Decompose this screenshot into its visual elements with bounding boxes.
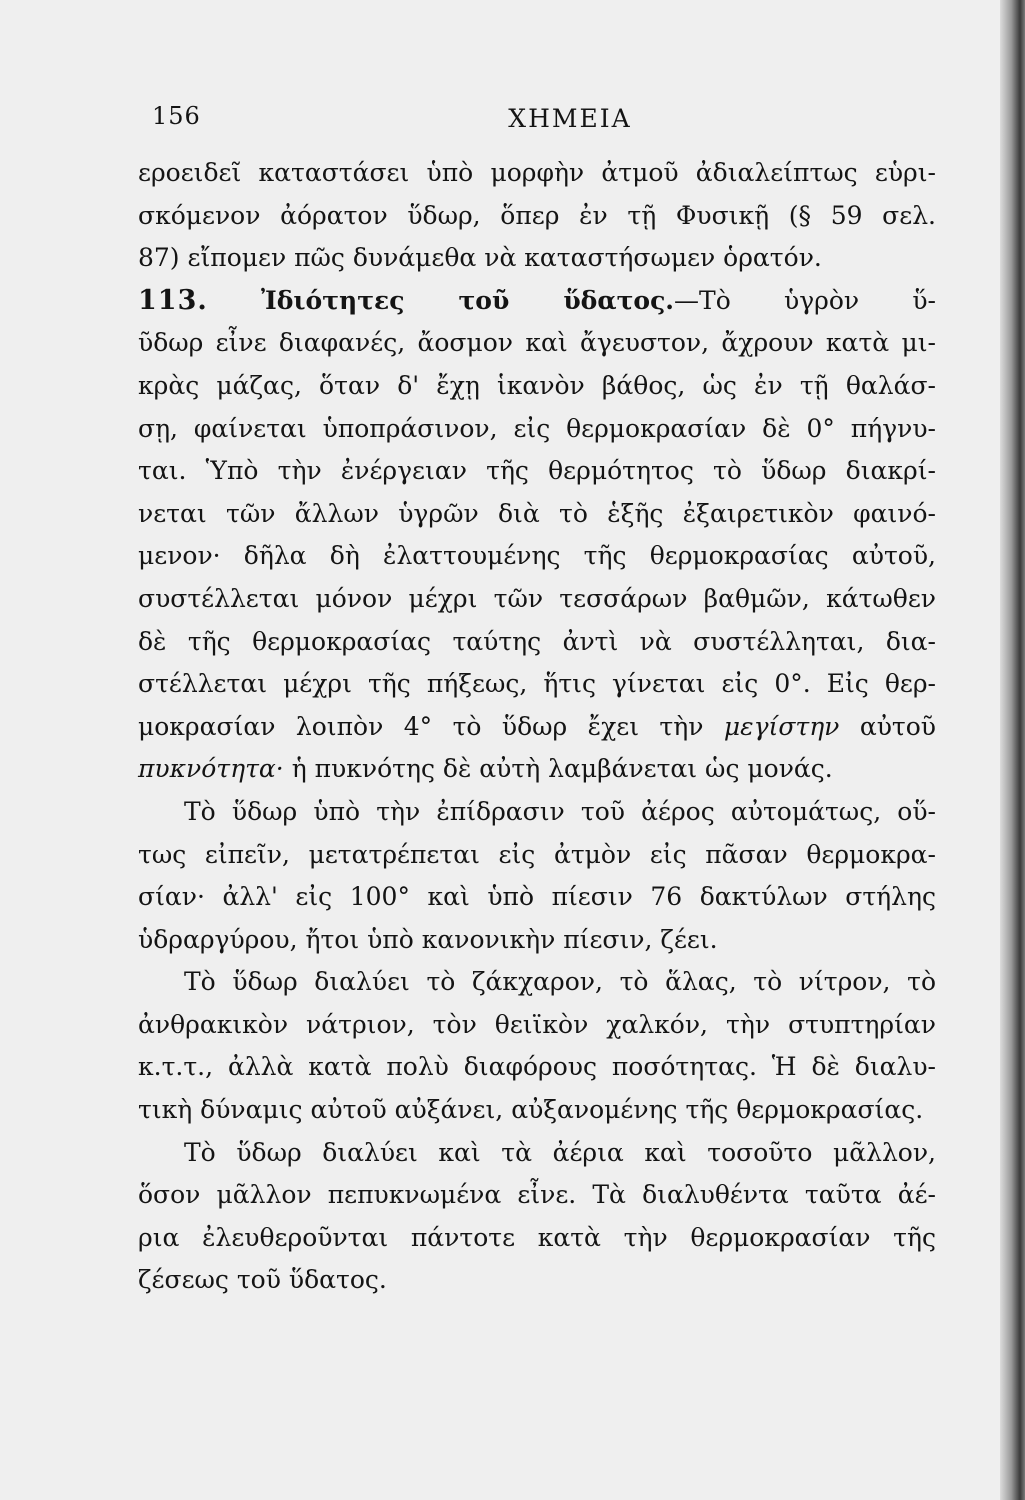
paragraph-start: Τὸ ὕδωρ διαλύει καὶ τὰ ἀέρια καὶ τοσοῦτο μᾶλλον, (184, 1137, 936, 1167)
text-line (138, 706, 936, 749)
paragraph-start: Τὸ ὕδωρ ὑπὸ τὴν ἐπίδρασιν τοῦ ἀέρος αὐτομάτως, οὕ- (184, 796, 936, 826)
book-edge-shadow (1000, 0, 1025, 1500)
section-heading-line (138, 280, 936, 323)
text-line: κρὰς μάζας, ὅταν δ' ἔχῃ ἱκανὸν βάθος, ὡς ἐν τῇ θαλάσ- (138, 370, 936, 400)
text-line: εροειδεῖ καταστάσει ὑπὸ μορφὴν ἀτμοῦ ἀδιαλείπτως εὑρι- (138, 158, 936, 187)
page-header (150, 102, 940, 142)
text-line: ἀνθρακικὸν νάτριον, τὸν θειϊκὸν χαλκόν, τὴν στυπτηρίαν (138, 1009, 936, 1039)
text-line: μενον· δῆλα δὴ ἐλαττουμένης τῆς θερμοκρασίας αὐτοῦ, (138, 541, 936, 571)
text-line: ται. Ὑπὸ τὴν ἐνέργειαν τῆς θερμότητος τὸ ὕδωρ διακρί- (138, 456, 936, 486)
text-line: 87) εἴπομεν πῶς δυνάμεθα νὰ καταστήσωμεν ὁρατόν. (138, 243, 822, 273)
emphasis-density: πυκνότητα· (138, 754, 284, 784)
text-line (138, 748, 936, 791)
section-title: Ἰδιότητες τοῦ ὕδατος. (261, 285, 675, 315)
text-line: νεται τῶν ἄλλων ὑγρῶν διὰ τὸ ἑξῆς ἐξαιρετικὸν φαινό- (138, 498, 936, 528)
text-line: σίαν· ἀλλ' εἰς 100° καὶ ὑπὸ πίεσιν 76 δακτύλων στήλης (138, 882, 936, 912)
text-segment: αὐτοῦ (839, 711, 936, 741)
text-line: τικὴ δύναμις αὐτοῦ αὐξάνει, αὐξανομένης τῆς θερμοκρασίας. (138, 1095, 924, 1125)
section-number: 113. (138, 284, 208, 316)
text-line: στέλλεται μέχρι τῆς πήξεως, ἥτις γίνεται εἰς 0°. Εἰς θερ- (138, 669, 936, 699)
text-line: ὅσον μᾶλλον πεπυκνωμένα εἶνε. Τὰ διαλυθέντα ταῦτα ἀέ- (138, 1180, 936, 1210)
emphasis-max-density: μεγίστην (723, 711, 840, 741)
section-lead-text: —Τὸ ὑγρὸν ὕ- (674, 285, 936, 315)
running-title: ΧΗΜΕΙΑ (508, 104, 632, 133)
text-line: ῦδωρ εἶνε διαφανές, ἄοσμον καὶ ἄγευστον, ἄχρουν κατὰ μι- (138, 328, 936, 358)
text-line: ζέσεως τοῦ ὕδατος. (138, 1265, 387, 1295)
text-segment: μοκρασίαν λοιπὸν 4° τὸ ὕδωρ ἔχει τὴν (138, 711, 704, 741)
page-number: 156 (152, 102, 201, 130)
text-line: σκόμενον ἀόρατον ὕδωρ, ὅπερ ἐν τῇ Φυσικῇ (§ 59 σελ. (138, 200, 936, 230)
text-line: δὲ τῆς θερμοκρασίας ταύτης ἀντὶ νὰ συστέλληται, δια- (138, 626, 936, 656)
text-line: συστέλλεται μόνον μέχρι τῶν τεσσάρων βαθμῶν, κάτωθεν (138, 583, 936, 613)
text-line: σῃ, φαίνεται ὑποπράσινον, εἰς θερμοκρασίαν δὲ 0° πήγνυ- (138, 413, 936, 443)
text-line: ὑδραργύρου, ἤτοι ὑπὸ κανονικὴν πίεσιν, ζέει. (138, 924, 718, 954)
text-line: ρια ἐλευθεροῦνται πάντοτε κατὰ τὴν θερμοκρασίαν τῆς (138, 1222, 936, 1252)
text-segment: ἡ πυκνότης δὲ αὐτὴ λαμβάνεται ὡς μονάς. (291, 754, 833, 784)
text-line: κ.τ.τ., ἀλλὰ κατὰ πολὺ διαφόρους ποσότητας. Ἡ δὲ διαλυ- (138, 1052, 936, 1082)
text-line: τως εἰπεῖν, μετατρέπεται εἰς ἀτμὸν εἰς πᾶσαν θερμοκρα- (138, 839, 936, 869)
page-body (138, 152, 936, 1302)
paragraph-start: Τὸ ὕδωρ διαλύει τὸ ζάκχαρον, τὸ ἅλας, τὸ νίτρον, τὸ (184, 967, 936, 997)
